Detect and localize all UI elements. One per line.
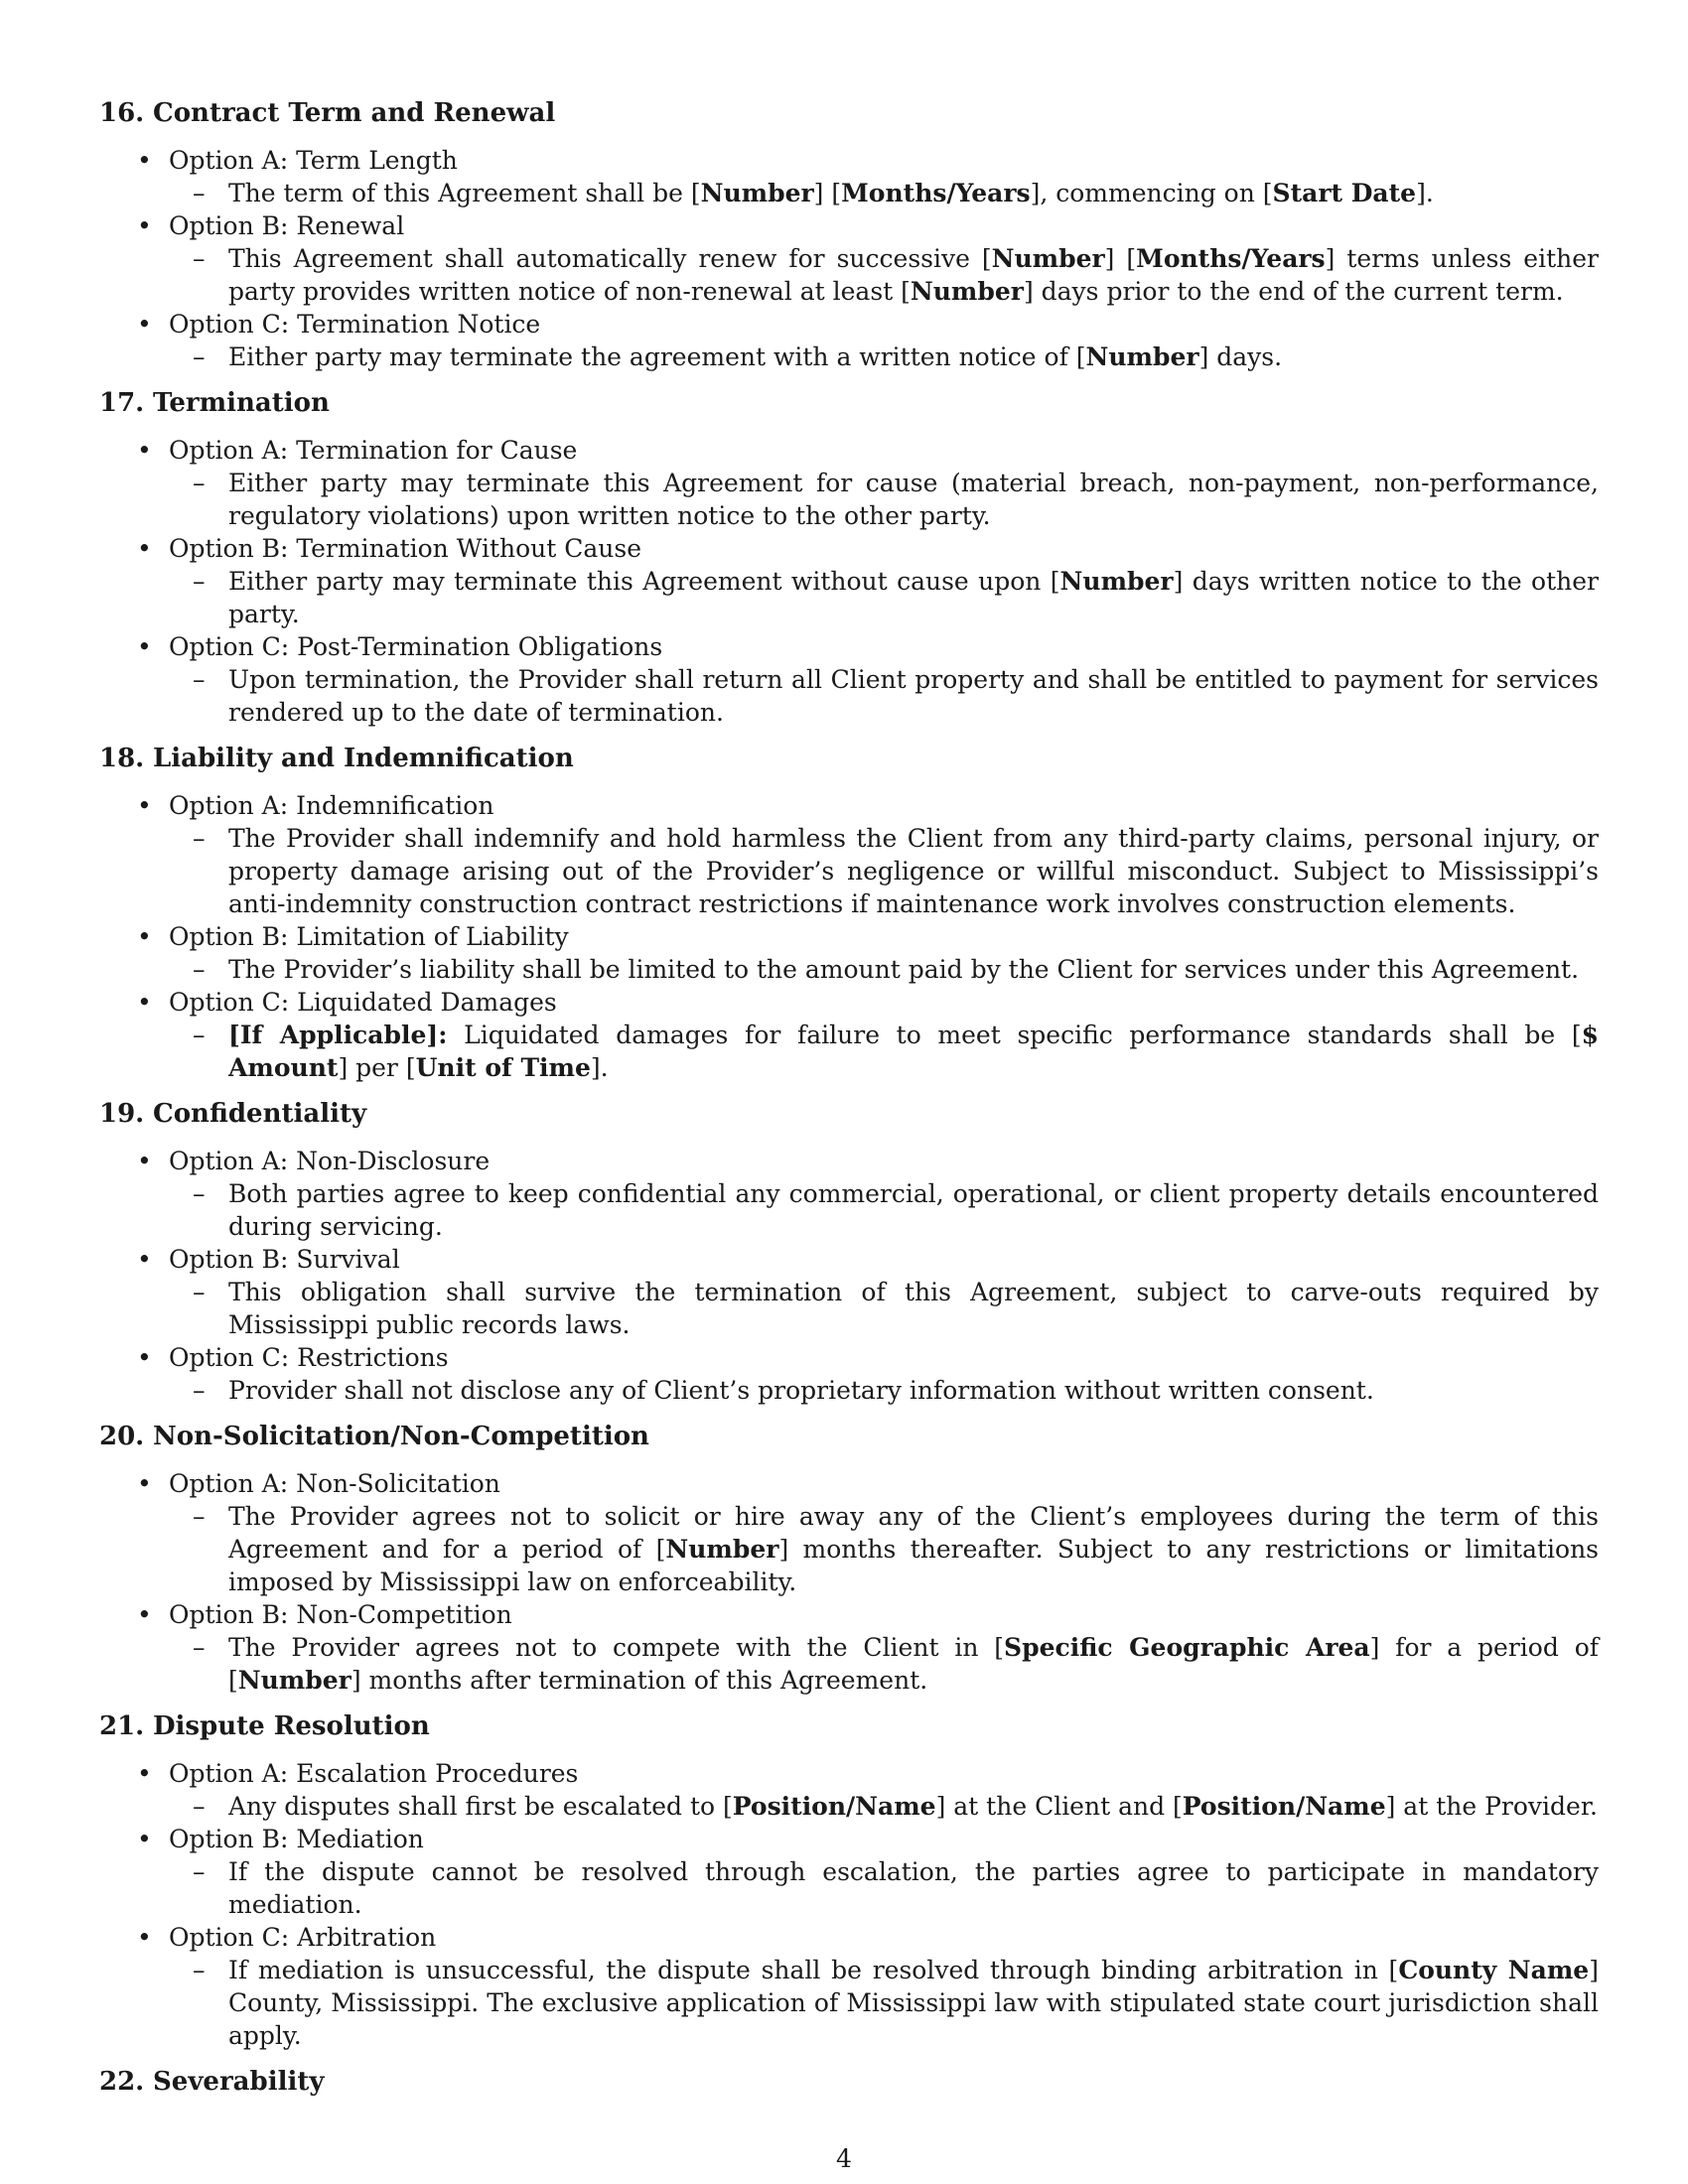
- placeholder-field: Start Date: [1272, 179, 1417, 207]
- option-clause: – [If Applicable]: Liquidated damages for failure to meet specific performance standards shall be [$ Amount] per [Unit of Time].: [193, 1021, 1599, 1082]
- bullet-icon: •: [137, 791, 152, 820]
- bullet-icon: •: [137, 310, 152, 339]
- placeholder-field: Months/Years: [1136, 244, 1326, 273]
- bullet-icon: •: [137, 211, 152, 240]
- dash-icon: –: [193, 244, 206, 273]
- section-title-text: Contract Term and Renewal: [153, 98, 556, 128]
- option-details: [169, 1954, 1599, 2052]
- placeholder-field: [If Applicable]:: [228, 1021, 448, 1049]
- option-details: [169, 1374, 1599, 1407]
- placeholder-field: Specific Geographic Area: [1004, 1633, 1370, 1662]
- section-heading: [99, 2066, 1599, 2099]
- option-label: Option A: Non-Disclosure: [169, 1147, 491, 1175]
- option-details: [169, 1790, 1599, 1823]
- option-details: [169, 1019, 1599, 1084]
- options-list: [99, 144, 1599, 373]
- options-list: [99, 434, 1599, 729]
- option-clause: – Both parties agree to keep confidential any commercial, operational, or client property details encountered during servicing.: [193, 1179, 1599, 1241]
- section-title-text: Dispute Resolution: [153, 1711, 430, 1741]
- bullet-icon: •: [137, 1245, 152, 1274]
- placeholder-field: Number: [910, 277, 1024, 306]
- section-heading: [99, 1421, 1599, 1453]
- bullet-icon: •: [137, 1147, 152, 1175]
- section-19: [99, 1098, 1599, 1407]
- option-clause: – If mediation is unsuccessful, the dispute shall be resolved through binding arbitration in [County Name] County, Mississippi. The exclusive application of Mississippi law with stipulated state court jurisdiction shall apply.: [193, 1956, 1599, 2050]
- option-details: [169, 1276, 1599, 1341]
- option-clause: – If the dispute cannot be resolved through escalation, the parties agree to participate in mandatory mediation.: [193, 1857, 1599, 1919]
- option-item: [99, 1467, 1599, 1598]
- option-clause: – The Provider agrees not to compete with the Client in [Specific Geographic Area] for a period of [Number] months after termination of this Agreement.: [193, 1633, 1599, 1695]
- section-heading: [99, 743, 1599, 775]
- dash-icon: –: [193, 342, 206, 371]
- option-item: [99, 209, 1599, 308]
- section-number: 19.: [99, 1099, 145, 1129]
- section-17: [99, 387, 1599, 729]
- option-details: [169, 565, 1599, 630]
- option-label: Option C: Liquidated Damages: [169, 988, 557, 1017]
- option-details: [169, 341, 1599, 373]
- section-22: [99, 2066, 1599, 2099]
- placeholder-field: Number: [237, 1666, 352, 1695]
- section-number: 18.: [99, 744, 145, 773]
- dash-icon: –: [193, 824, 206, 853]
- placeholder-field: Number: [665, 1535, 779, 1564]
- dash-icon: –: [193, 1956, 206, 1984]
- option-details: [169, 663, 1599, 729]
- page-number: 4: [836, 2144, 852, 2173]
- bullet-icon: •: [137, 1343, 152, 1372]
- option-item: [99, 920, 1599, 986]
- option-item: [99, 532, 1599, 630]
- option-item: [99, 789, 1599, 920]
- section-title-text: Severability: [153, 2067, 325, 2097]
- dash-icon: –: [193, 1021, 206, 1049]
- option-item: [99, 630, 1599, 729]
- option-clause: – Provider shall not disclose any of Client’s proprietary information without written consent.: [193, 1376, 1374, 1405]
- placeholder-field: Months/Years: [841, 179, 1031, 207]
- placeholder-field: Position/Name: [732, 1792, 936, 1821]
- options-list: [99, 789, 1599, 1084]
- dash-icon: –: [193, 1179, 206, 1208]
- bullet-icon: •: [137, 1759, 152, 1788]
- placeholder-field: Number: [1059, 567, 1174, 596]
- dash-icon: –: [193, 1278, 206, 1306]
- dash-icon: –: [193, 469, 206, 497]
- section-title-text: Termination: [153, 388, 330, 418]
- option-details: [169, 1500, 1599, 1598]
- option-clause: – Upon termination, the Provider shall return all Client property and shall be entitled to payment for services rendered up to the date of termination.: [193, 665, 1599, 727]
- option-label: Option A: Termination for Cause: [169, 436, 578, 465]
- section-16: [99, 97, 1599, 373]
- bullet-icon: •: [137, 1600, 152, 1629]
- option-label: Option B: Termination Without Cause: [169, 534, 642, 563]
- option-clause: – Any disputes shall first be escalated to [Position/Name] at the Client and [Position/Name] at the Provider.: [193, 1792, 1598, 1821]
- dash-icon: –: [193, 1376, 206, 1405]
- option-item: [99, 308, 1599, 373]
- option-label: Option C: Arbitration: [169, 1923, 437, 1952]
- option-clause: – Either party may terminate this Agreement without cause upon [Number] days written notice to the other party.: [193, 567, 1599, 628]
- option-item: [99, 1823, 1599, 1921]
- option-label: Option A: Term Length: [169, 146, 458, 175]
- placeholder-field: Position/Name: [1182, 1792, 1386, 1821]
- option-label: Option B: Limitation of Liability: [169, 922, 569, 951]
- placeholder-field: Number: [700, 179, 814, 207]
- option-clause: – The Provider shall indemnify and hold harmless the Client from any third-party claims, personal injury, or property damage arising out of the Provider’s negligence or willful misconduct. Subject to Mississippi’s anti-indemnity construction contract restrictions if maintenance work involves construction elements.: [193, 824, 1599, 918]
- option-clause: – Either party may terminate this Agreement for cause (material breach, non-payment, non-performance, regulatory violations) upon written notice to the other party.: [193, 469, 1599, 530]
- dash-icon: –: [193, 567, 206, 596]
- section-heading: [99, 1098, 1599, 1131]
- placeholder-field: $ Amount: [228, 1021, 1599, 1082]
- section-heading: [99, 1710, 1599, 1743]
- option-label: Option A: Non-Solicitation: [169, 1469, 500, 1498]
- section-title-text: Liability and Indemnification: [153, 744, 574, 773]
- section-18: [99, 743, 1599, 1084]
- option-details: [169, 1177, 1599, 1243]
- option-details: [169, 177, 1599, 209]
- options-list: [99, 1145, 1599, 1407]
- option-item: [99, 1145, 1599, 1243]
- bullet-icon: •: [137, 922, 152, 951]
- option-label: Option B: Survival: [169, 1245, 400, 1274]
- placeholder-field: Unit of Time: [415, 1053, 591, 1082]
- section-number: 22.: [99, 2067, 145, 2097]
- dash-icon: –: [193, 179, 206, 207]
- section-20: [99, 1421, 1599, 1697]
- bullet-icon: •: [137, 436, 152, 465]
- dash-icon: –: [193, 1857, 206, 1886]
- options-list: [99, 1757, 1599, 2052]
- dash-icon: –: [193, 665, 206, 694]
- option-clause: – This Agreement shall automatically renew for successive [Number] [Months/Years] terms unless either party provides written notice of non-renewal at least [Number] days prior to the end of the current term.: [193, 244, 1599, 306]
- section-title-text: Non-Solicitation/Non-Competition: [153, 1422, 649, 1451]
- option-details: [169, 1855, 1599, 1921]
- placeholder-field: County Name: [1398, 1956, 1590, 1984]
- option-label: Option B: Mediation: [169, 1825, 424, 1853]
- section-heading: [99, 387, 1599, 420]
- option-label: Option C: Restrictions: [169, 1343, 449, 1372]
- option-label: Option C: Post-Termination Obligations: [169, 632, 663, 661]
- option-clause: – The Provider agrees not to solicit or hire away any of the Client’s employees during the term of this Agreement and for a period of [Number] months thereafter. Subject to any restrictions or limitations imposed by Mississippi law on enforceability.: [193, 1502, 1599, 1596]
- option-details: [169, 1631, 1599, 1697]
- bullet-icon: •: [137, 1469, 152, 1498]
- option-details: [169, 953, 1599, 986]
- option-clause: – Either party may terminate the agreement with a written notice of [Number] days.: [193, 342, 1283, 371]
- bullet-icon: •: [137, 534, 152, 563]
- option-item: [99, 144, 1599, 209]
- option-label: Option B: Renewal: [169, 211, 405, 240]
- option-clause: – This obligation shall survive the termination of this Agreement, subject to carve-outs required by Mississippi public records laws.: [193, 1278, 1599, 1339]
- option-item: [99, 1243, 1599, 1341]
- option-details: [169, 822, 1599, 920]
- dash-icon: –: [193, 1792, 206, 1821]
- option-label: Option B: Non-Competition: [169, 1600, 512, 1629]
- option-clause: – The Provider’s liability shall be limited to the amount paid by the Client for services under this Agreement.: [193, 955, 1580, 984]
- section-number: 16.: [99, 98, 145, 128]
- option-label: Option A: Escalation Procedures: [169, 1759, 579, 1788]
- option-details: [169, 467, 1599, 532]
- bullet-icon: •: [137, 1825, 152, 1853]
- option-item: [99, 1341, 1599, 1407]
- section-title-text: Confidentiality: [153, 1099, 367, 1129]
- option-details: [169, 242, 1599, 308]
- section-number: 17.: [99, 388, 145, 418]
- section-21: [99, 1710, 1599, 2052]
- placeholder-field: Number: [1085, 342, 1199, 371]
- dash-icon: –: [193, 955, 206, 984]
- bullet-icon: •: [137, 1923, 152, 1952]
- option-label: Option C: Termination Notice: [169, 310, 541, 339]
- option-item: [99, 434, 1599, 532]
- option-item: [99, 1757, 1599, 1823]
- section-number: 20.: [99, 1422, 145, 1451]
- option-item: [99, 986, 1599, 1084]
- section-number: 21.: [99, 1711, 145, 1741]
- bullet-icon: •: [137, 146, 152, 175]
- bullet-icon: •: [137, 632, 152, 661]
- bullet-icon: •: [137, 988, 152, 1017]
- dash-icon: –: [193, 1502, 206, 1531]
- section-heading: [99, 97, 1599, 130]
- placeholder-field: Number: [991, 244, 1105, 273]
- document-body: [99, 97, 1599, 2113]
- dash-icon: –: [193, 1633, 206, 1662]
- option-clause: – The term of this Agreement shall be [Number] [Months/Years], commencing on [Start Date].: [193, 179, 1434, 207]
- option-item: [99, 1921, 1599, 2052]
- option-item: [99, 1598, 1599, 1697]
- option-label: Option A: Indemnification: [169, 791, 494, 820]
- options-list: [99, 1467, 1599, 1697]
